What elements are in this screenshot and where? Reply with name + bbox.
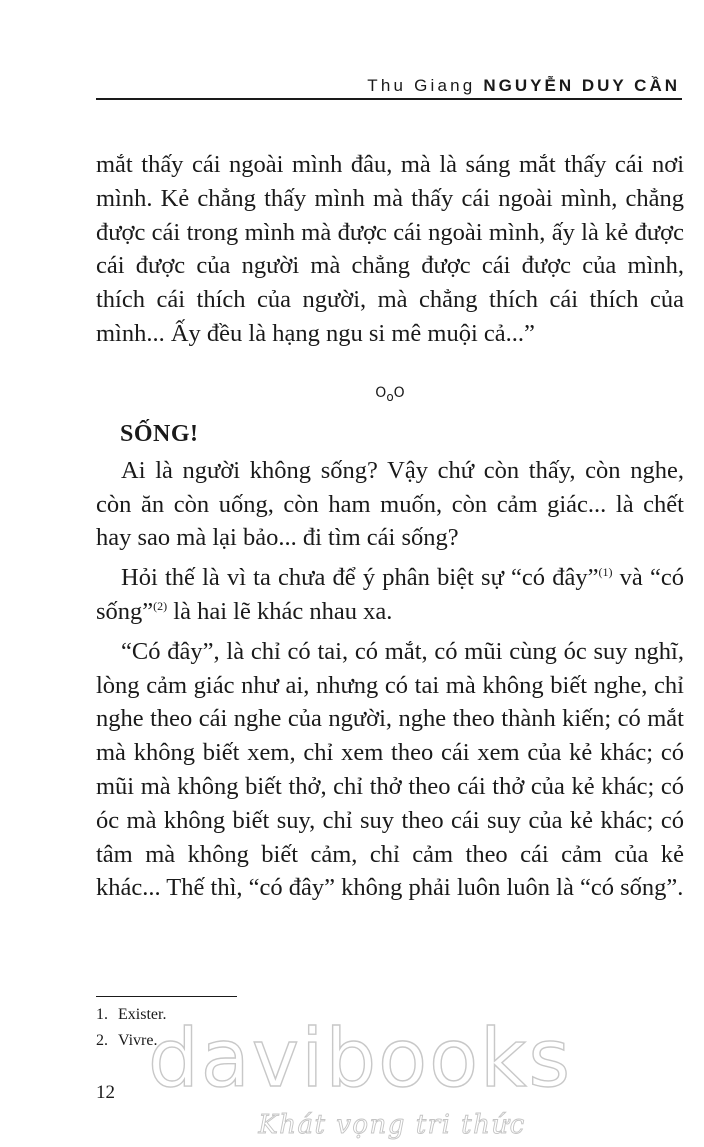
divider-ring-left: O xyxy=(375,384,387,401)
divider-ring-right: O xyxy=(393,384,405,401)
footnote-ref-1[interactable]: (1) xyxy=(598,565,613,580)
paragraph-3: “Có đây”, là chỉ có tai, có mắt, có mũi cùng óc suy nghĩ, lòng cảm giác như ai, nhưng có tai mà không biết nghe, chỉ nghe theo cái nghe của người, nghe theo thành kiến; có mắt mà không biết xem, chỉ xem theo cái xem của kẻ khác; có mũi mà không biết thở, chỉ thở theo cái thở của kẻ khác; có óc mà không biết suy, chỉ suy theo cái suy của kẻ khác; có tâm mà không biết cảm, chỉ cảm theo cái cảm của kẻ khác... Thế thì, “có đây” không phải luôn luôn là “có sống”. xyxy=(96,637,684,902)
paragraph-1: Ai là người không sống? Vậy chứ còn thấy, còn nghe, còn ăn còn uống, còn ham muốn, còn cảm giác... là chết hay sao mà lại bảo... đi tìm cái sống? xyxy=(96,456,684,552)
paragraph-2 xyxy=(96,561,684,629)
author-last-name: NGUYỄN DUY CẦN xyxy=(483,76,680,95)
paragraph-2-part-c: là hai lẽ khác nhau xa. xyxy=(167,597,393,625)
page-number: 12 xyxy=(96,1082,115,1103)
footnote-ref-2[interactable]: (2) xyxy=(153,598,168,613)
body-text xyxy=(96,148,684,905)
footnote-item xyxy=(96,1002,166,1028)
footnote-item xyxy=(96,1028,166,1054)
running-header xyxy=(96,76,680,96)
footnote-number: 2. xyxy=(96,1032,108,1049)
header-rule xyxy=(96,98,682,100)
author-first-name: Thu Giang xyxy=(367,76,476,95)
section-divider xyxy=(96,385,684,407)
footnote-text: Vivre. xyxy=(118,1032,158,1049)
footnote-text: Exister. xyxy=(118,1006,167,1023)
watermark-tagline: Khát vọng tri thức xyxy=(258,1110,526,1140)
footnotes xyxy=(96,1002,166,1054)
paragraph-2-part-a: Hỏi thế là vì ta chưa để ý phân biệt sự “có đây” xyxy=(121,564,599,592)
footnote-rule xyxy=(96,996,237,997)
footnote-number: 1. xyxy=(96,1006,108,1023)
watermark-brand: davibooks xyxy=(147,1012,573,1105)
divider-ring-mid: o xyxy=(386,389,394,404)
section-title: SỐNG! xyxy=(120,420,199,447)
paragraph-continued: mắt thấy cái ngoài mình đâu, mà là sáng mắt thấy cái nơi mình. Kẻ chẳng thấy mình mà thấy cái ngoài mình, chẳng được cái trong mình mà được cái ngoài mình, ấy là kẻ được cái được của người mà chẳng được cái được của mình, thích cái thích của người, mà chẳng thích cái thích của mình... Ấy đều là hạng ngu si mê muội cả...” xyxy=(96,151,684,347)
paragraph-2-part-b: và “có sống” xyxy=(96,564,684,625)
